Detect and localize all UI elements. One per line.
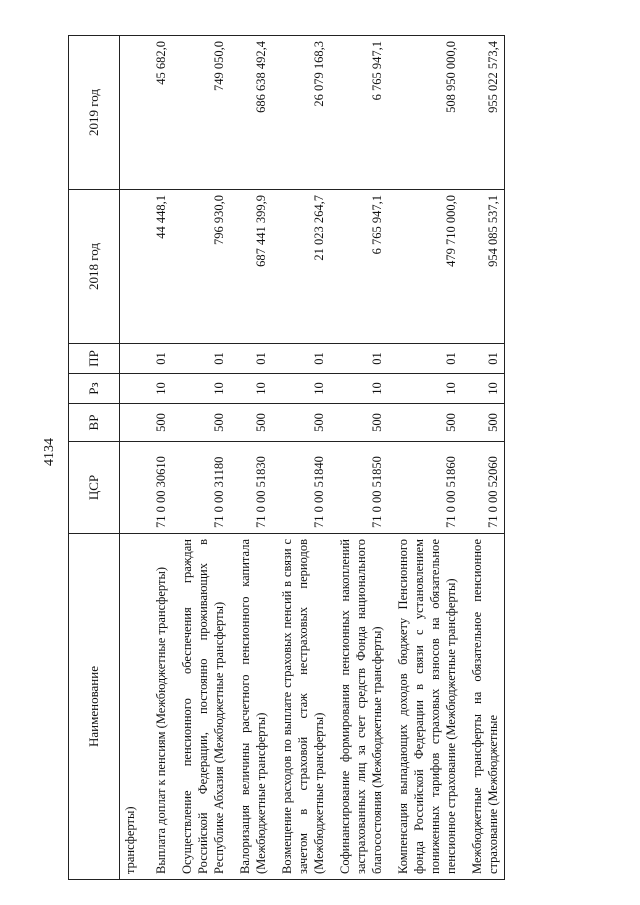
row-pr: 01 [230, 344, 272, 374]
row-vr: 500 [272, 404, 330, 442]
row-vr: 500 [462, 404, 505, 442]
row-rz: 10 [230, 374, 272, 404]
row-rz: 10 [172, 374, 230, 404]
header-pr: ПР [69, 344, 120, 374]
row-2019: 749 050,0 [172, 36, 230, 190]
row-name: Выплата доплат к пенсиям (Межбюджетные трансферты) [146, 534, 172, 880]
table-row [146, 36, 172, 880]
header-2019: 2019 год [69, 36, 120, 190]
row-2018: 687 441 399,9 [230, 190, 272, 344]
table-row [462, 36, 505, 880]
table-body [120, 36, 505, 880]
row-2018: 479 710 000,0 [388, 190, 462, 344]
row-vr: 500 [330, 404, 388, 442]
row-vr: 500 [388, 404, 462, 442]
row-csr: 71 0 00 51830 [230, 442, 272, 534]
header-csr: ЦСР [69, 442, 120, 534]
page-number: 4134 [42, 438, 57, 466]
row-pr: 01 [146, 344, 172, 374]
row-2018: 44 448,1 [146, 190, 172, 344]
row-csr: 71 0 00 51850 [330, 442, 388, 534]
row-name: Софинансирование формирования пенсионных накоплений застрахованных лиц за счет средств Фонда национального благосостояния (Межбюджетные трансферты) [330, 534, 388, 880]
row-vr: 500 [172, 404, 230, 442]
row-rz: 10 [330, 374, 388, 404]
row-name: Компенсация выпадающих доходов бюджету Пенсионного фонда Российской Федерации в связи с установлением пониженных тарифов страховых взносов на обязательное пенсионное страхование (Межбюджетные трансферты) [388, 534, 462, 880]
row-csr: 71 0 00 31180 [172, 442, 230, 534]
row-csr: 71 0 00 51840 [272, 442, 330, 534]
row-vr: 500 [146, 404, 172, 442]
row-name: Валоризация величины расчетного пенсионного капитала (Межбюджетные трансферты) [230, 534, 272, 880]
continuation-text: трансферты) [120, 534, 147, 880]
header-rz: Рз [69, 374, 120, 404]
row-2019: 955 022 573,4 [462, 36, 505, 190]
row-pr: 01 [272, 344, 330, 374]
row-2019: 686 638 492,4 [230, 36, 272, 190]
row-name: Возмещение расходов по выплате страховых пенсий в связи с зачетом в страховой стаж нестраховых периодов (Межбюджетные трансферты) [272, 534, 330, 880]
row-csr: 71 0 00 30610 [146, 442, 172, 534]
header-vr: ВР [69, 404, 120, 442]
row-2018: 21 023 264,7 [272, 190, 330, 344]
row-2019: 45 682,0 [146, 36, 172, 190]
row-pr: 01 [462, 344, 505, 374]
row-csr: 71 0 00 51860 [388, 442, 462, 534]
row-2019: 508 950 000,0 [388, 36, 462, 190]
table-row [230, 36, 272, 880]
table-header [69, 36, 120, 880]
row-pr: 01 [172, 344, 230, 374]
row-2018: 6 765 947,1 [330, 190, 388, 344]
table-row [388, 36, 462, 880]
row-csr: 71 0 00 52060 [462, 442, 505, 534]
table-row [172, 36, 230, 880]
row-2019: 6 765 947,1 [330, 36, 388, 190]
row-2018: 796 930,0 [172, 190, 230, 344]
row-rz: 10 [462, 374, 505, 404]
row-rz: 10 [146, 374, 172, 404]
rotated-page [42, 24, 588, 880]
header-2018: 2018 год [69, 190, 120, 344]
header-name: Наименование [69, 534, 120, 880]
row-rz: 10 [388, 374, 462, 404]
row-name: Межбюджетные трансферты на обязательное пенсионное страхование (Межбюджетные [462, 534, 505, 880]
table-row-continuation [120, 36, 147, 880]
row-pr: 01 [330, 344, 388, 374]
row-vr: 500 [230, 404, 272, 442]
budget-table [68, 35, 505, 880]
table-row [330, 36, 388, 880]
row-rz: 10 [272, 374, 330, 404]
table-row [272, 36, 330, 880]
row-2018: 954 085 537,1 [462, 190, 505, 344]
row-name: Осуществление пенсионного обеспечения граждан Российской Федерации, постоянно проживающих в Республике Абхазия (Межбюджетные трансферты) [172, 534, 230, 880]
row-pr: 01 [388, 344, 462, 374]
row-2019: 26 079 168,3 [272, 36, 330, 190]
